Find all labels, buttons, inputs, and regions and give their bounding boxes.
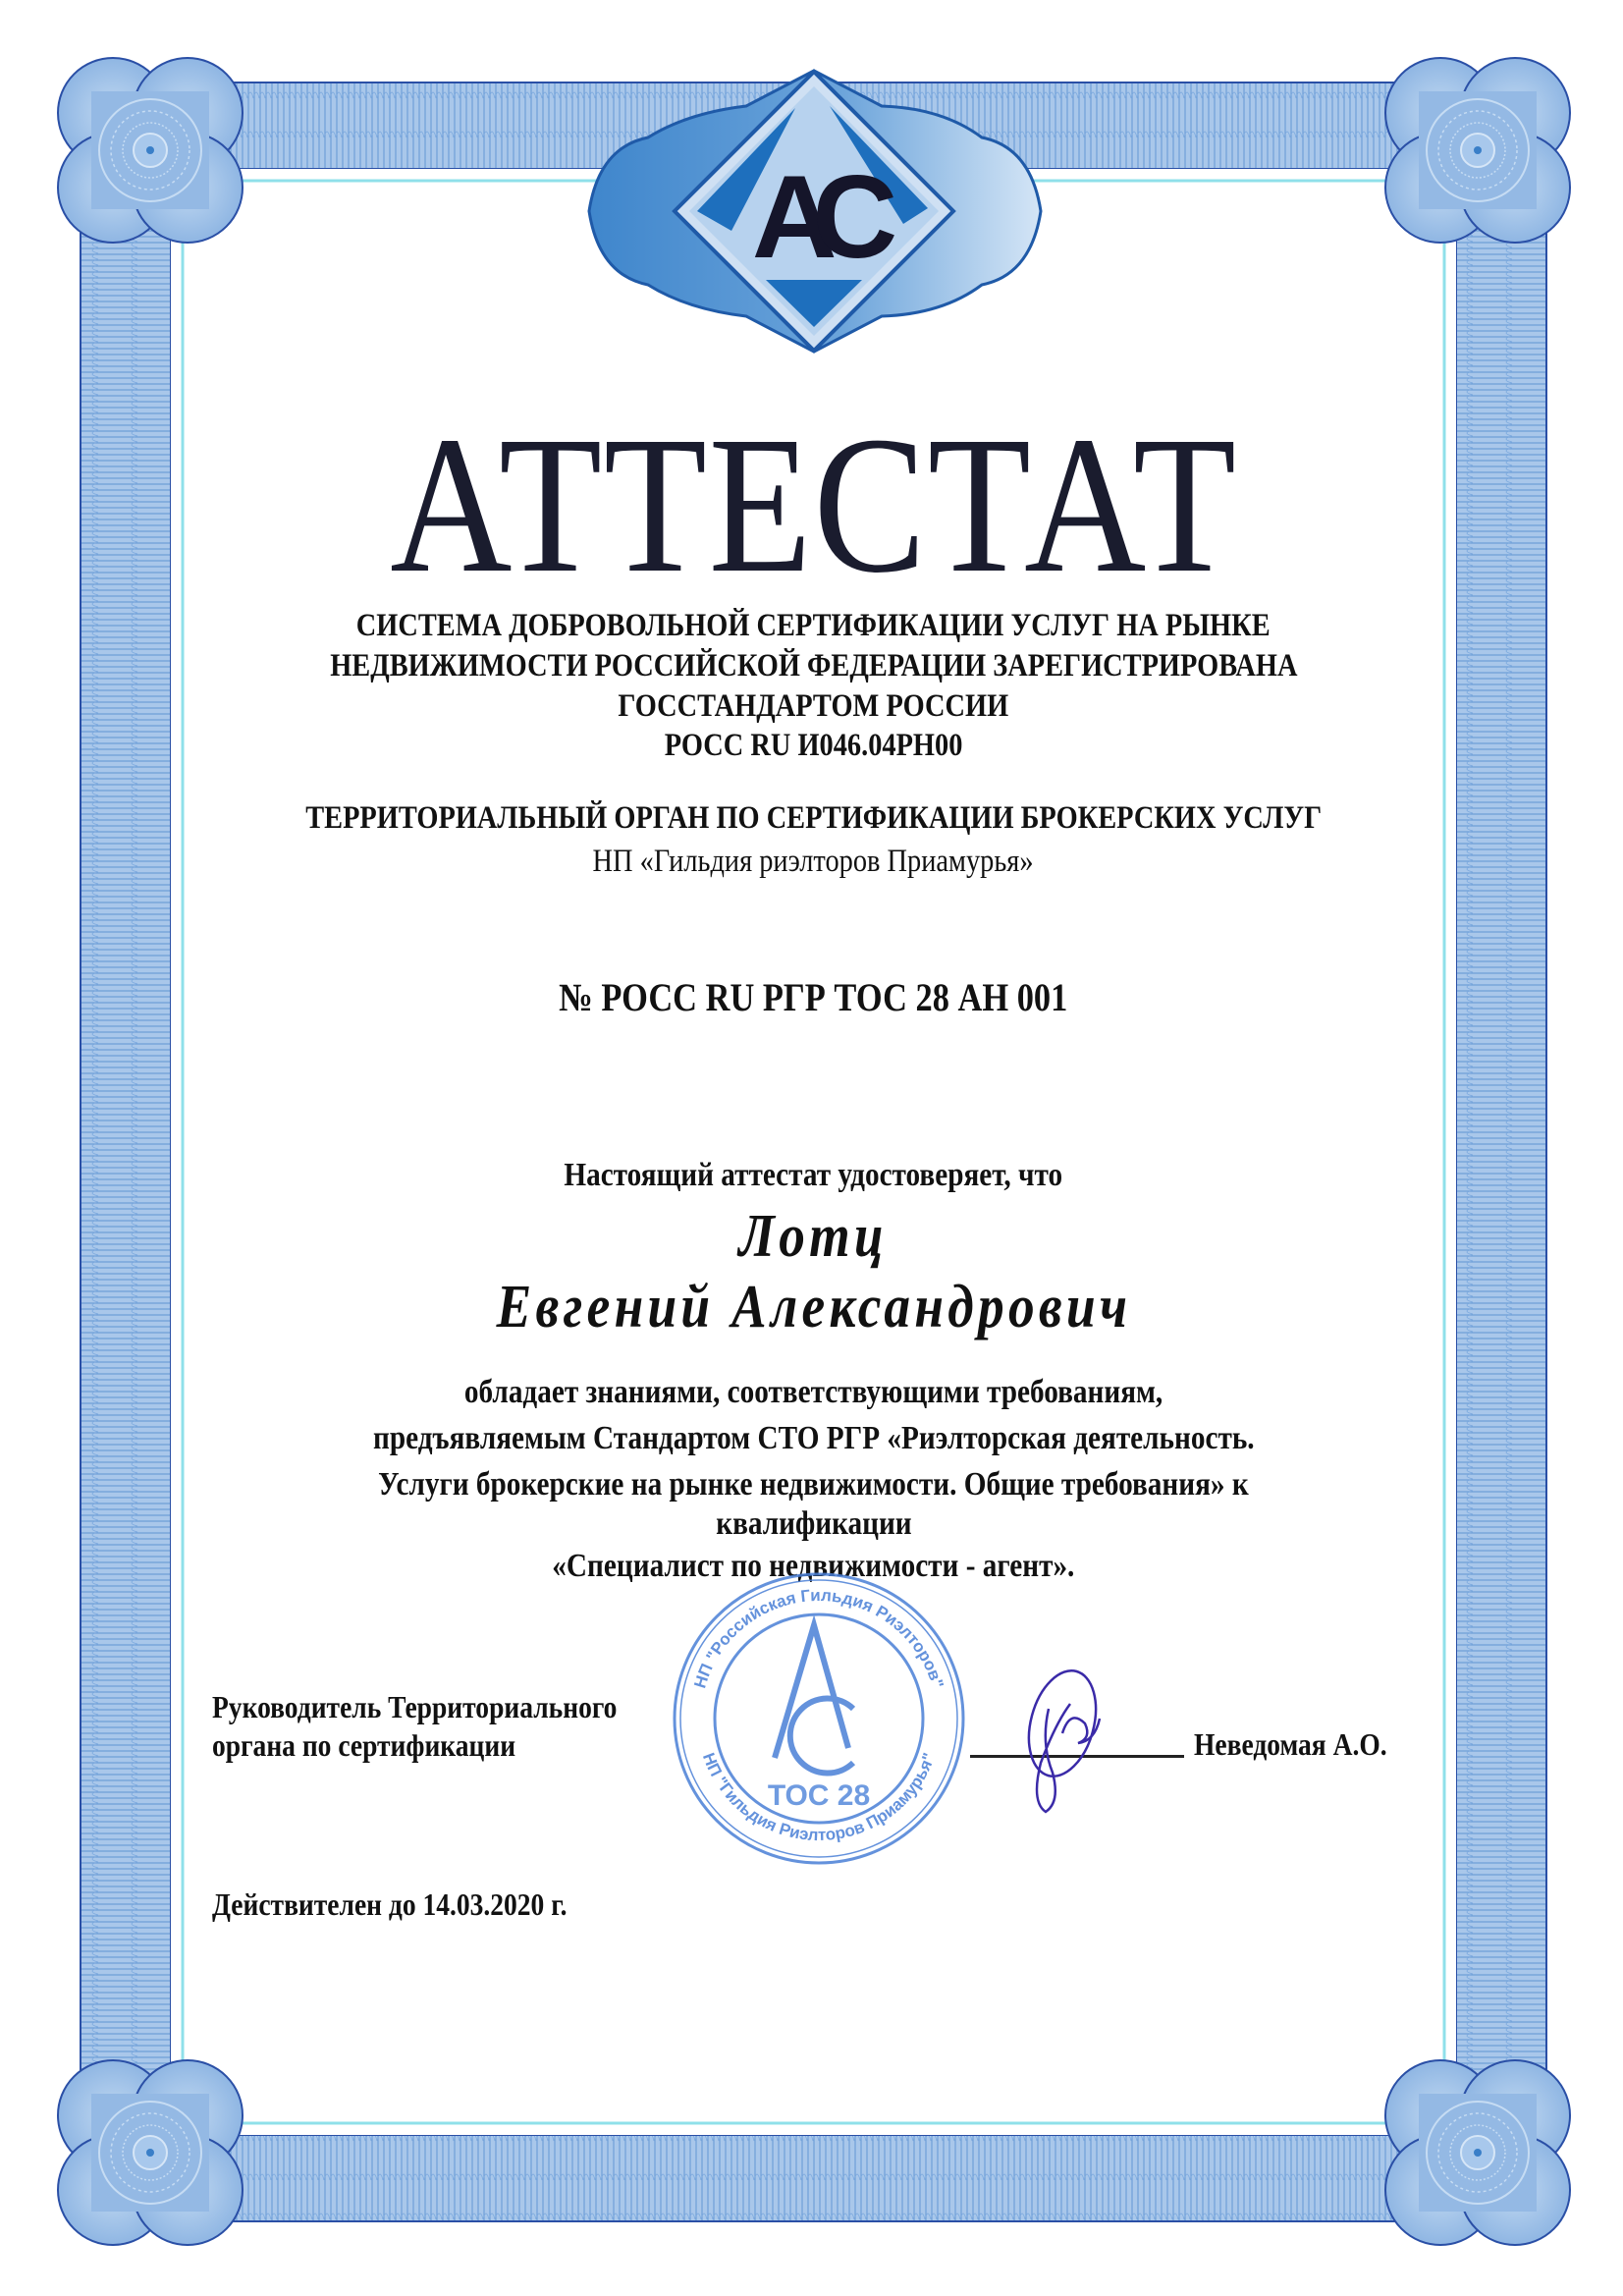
stamp-center-text: ТОС 28 [767,1779,871,1812]
signatory-role-text: Руководитель Территориального [212,1689,618,1724]
validity-date [212,1886,624,1922]
certification-body-title-text: ТЕРРИТОРИАЛЬНЫЙ ОРГАН ПО СЕРТИФИКАЦИИ БРОКЕРСКИХ УСЛУГ [305,800,1322,836]
signatory-role-line-1 [212,1689,683,1724]
statement-text: «Специалист по недвижимости - агент». [552,1548,1075,1584]
holder-given-names-text: Евгений Александрович [496,1274,1131,1340]
intro-text-content: Настоящий аттестат удостоверяет, что [564,1157,1063,1193]
certification-body-title [81,800,1546,836]
certification-body-name [81,844,1546,879]
system-line-1 [81,608,1546,643]
certificate-title [81,397,1546,614]
intro-text [81,1157,1546,1194]
system-line-text: НЕДВИЖИМОСТИ РОССИЙСКОЙ ФЕДЕРАЦИИ ЗАРЕГИСТРИРОВАНА [329,648,1298,683]
svg-text:АС: АС [751,151,877,283]
statement-line [81,1505,1546,1543]
border-right [1456,82,1546,2221]
signatory-role-line-2 [212,1727,565,1763]
statement-line [81,1420,1546,1457]
border-bottom [81,2135,1546,2221]
signatory-role-text: органа по сертификации [212,1727,516,1763]
certificate-number [81,976,1546,1019]
border-left [81,82,171,2221]
statement-text: предъявляемым Стандартом СТО РГР «Риэлторская деятельность. [372,1420,1255,1456]
stamp-bottom-text: НП "Гильдия Риэлторов Приамурья" [698,1750,940,1845]
corner-rosette-icon [58,2060,243,2245]
handwritten-signature [1001,1665,1119,1822]
certificate-number-text: № РОСС RU РГР ТОС 28 АН 001 [559,975,1068,1019]
system-registration-number [81,728,1546,763]
signatory-name-text: Неведомая А.О. [1194,1726,1387,1762]
statement-text: квалификации [715,1505,912,1542]
stamp-top-text: НП "Российская Гильдия Риэлторов" [690,1585,947,1691]
system-line-text: ГОССТАНДАРТОМ РОССИИ [618,688,1009,724]
certification-body-name-text: НП «Гильдия риэлторов Приамурья» [593,844,1034,879]
official-stamp [670,1569,968,1868]
holder-given-names [81,1275,1546,1339]
statement-text: Услуги брокерские на рынке недвижимости. Общие требования» к [378,1466,1249,1503]
holder-surname-text: Лотц [738,1203,889,1270]
corner-rosette-icon [58,58,243,243]
statement-text: обладает знаниями, соответствующими требованиям, [463,1374,1163,1410]
system-line-2 [81,648,1546,683]
system-line-3 [81,688,1546,724]
signatory-name [1194,1726,1419,1762]
holder-surname [81,1204,1546,1269]
validity-date-text: Действителен до 14.03.2020 г. [212,1886,568,1922]
system-line-text: СИСТЕМА ДОБРОВОЛЬНОЙ СЕРТИФИКАЦИИ УСЛУГ НА РЫНКЕ [356,608,1271,643]
statement-line [81,1374,1546,1411]
corner-rosette-icon [1385,2060,1570,2245]
statement-line [81,1466,1546,1503]
system-line-text: РОСС RU И046.04РН00 [664,728,963,763]
corner-rosette-icon [1385,58,1570,243]
certificate-title-text: АТТЕСТАТ [389,397,1238,614]
